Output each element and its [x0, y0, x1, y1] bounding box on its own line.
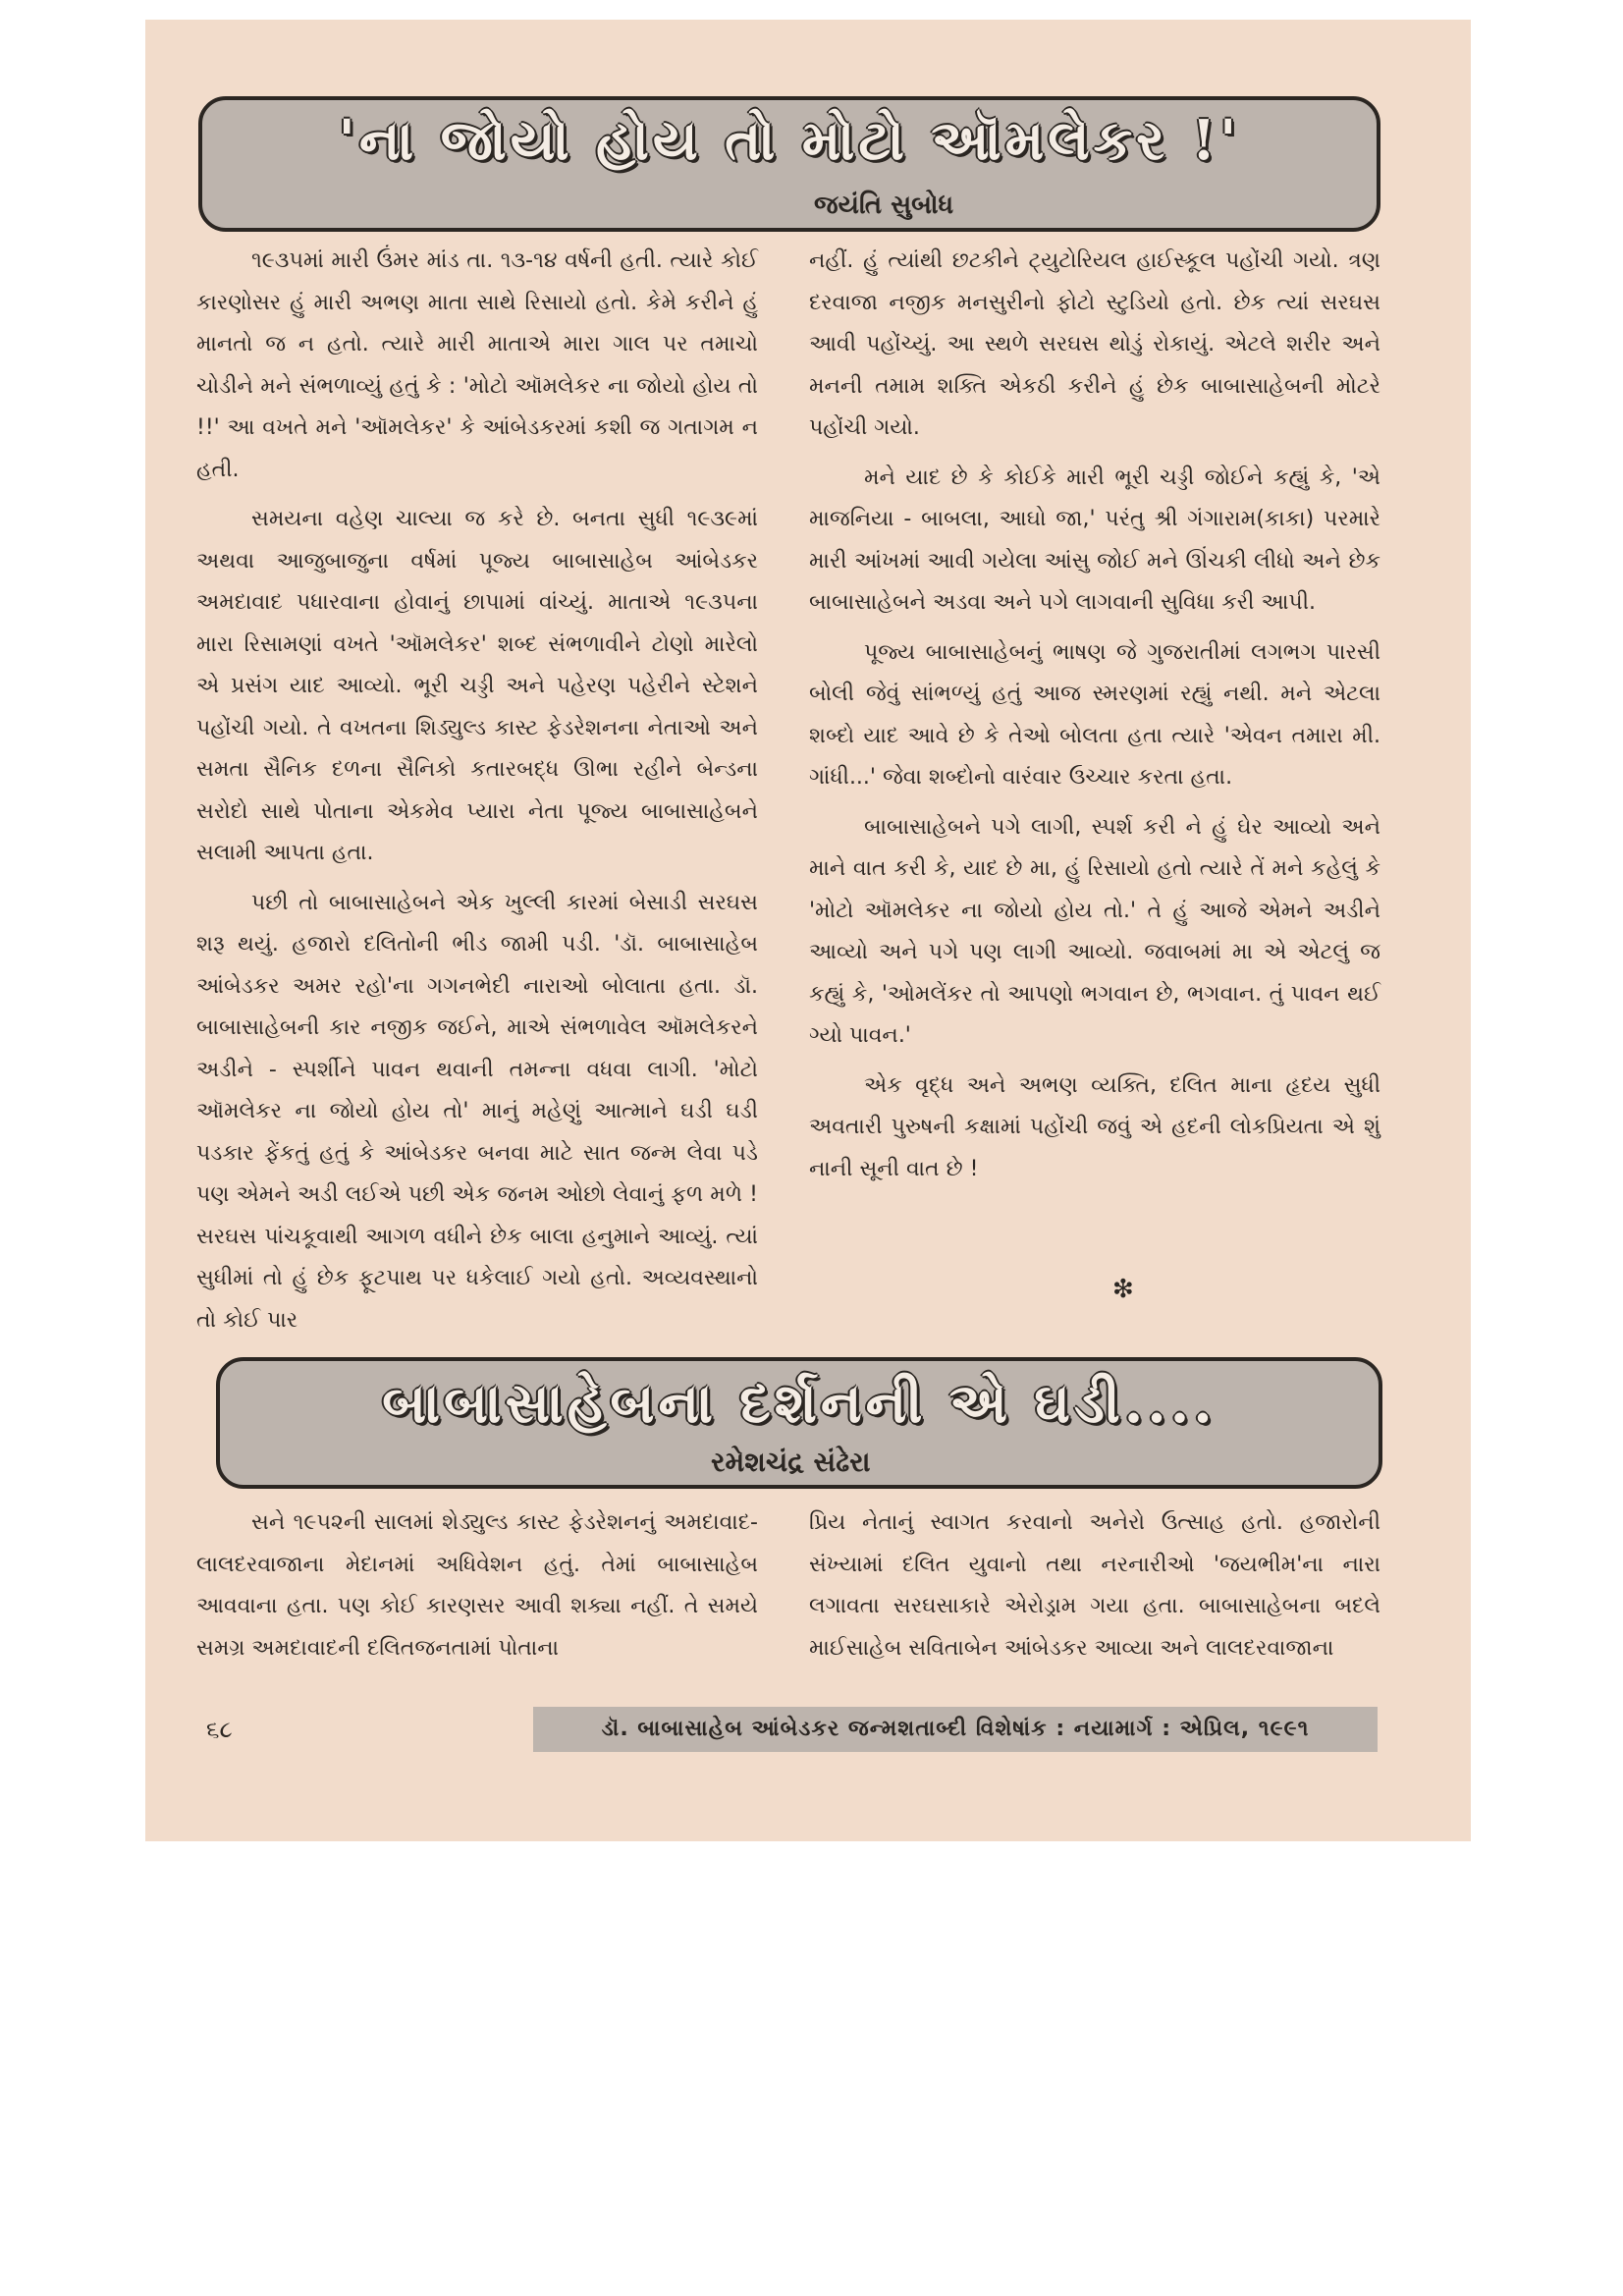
article1-paragraph: બાબાસાહેબને પગે લાગી, સ્પર્શ કરી ને હું ઘેર આવ્યો અને માને વાત કરી કે, યાદ છે મા, હું રિસાયો હતો ત્યારે તેં મને કહેલું કે 'મોટો ઑમલેકર ના જોયો હોય તો.' તે હું આજે એમને અડીને આવ્યો અને પગે પણ લાગી આવ્યો. જવાબમાં મા એ એટલું જ કહ્યું કે, 'ઓમલેંકર તો આપણો ભગવાન છે, ભગવાન. તું પાવન થઈ ગ્યો પાવન.' — [809, 814, 1380, 1048]
article2-left-column — [196, 1503, 758, 1677]
article1-paragraph: પૂજ્ય બાબાસાહેબનું ભાષણ જે ગુજરાતીમાં લગભગ પારસી બોલી જેવું સાંભળ્યું હતું આજ સ્મરણમાં રહ્યું નથી. મને એટલા શબ્દો યાદ આવે છે કે તેઓ બોલતા હતા ત્યારે 'એવન તમારા મી. ગાંધી...' જેવા શબ્દોનો વારંવાર ઉચ્ચાર કરતા હતા. — [809, 639, 1380, 790]
end-mark-icon: ❇ — [1112, 1275, 1134, 1304]
article2-paragraph: સને ૧૯૫૨ની સાલમાં શેડ્યુલ્ડ કાસ્ટ ફેડરેશનનું અમદાવાદ-લાલદરવાજાના મેદાનમાં અધિવેશન હતું. તેમાં બાબાસાહેબ આવવાના હતા. પણ કોઈ કારણસર આવી શક્યા નહીં. તે સમયે સમગ્ર અમદાવાદની દલિતજનતામાં પોતાના — [196, 1510, 758, 1661]
article1-title-box — [198, 96, 1380, 232]
page-number: ૬૮ — [206, 1716, 233, 1743]
article1-paragraph: ૧૯૩૫માં મારી ઉંમર માંડ તા. ૧૩-૧૪ વર્ષની હતી. ત્યારે કોઈ કારણોસર હું મારી અભણ માતા સાથે રિસાયો હતો. કેમે કરીને હું માનતો જ ન હતો. ત્યારે મારી માતાએ મારા ગાલ પર તમાચો ચોડીને મને સંભળાવ્યું હતું કે : 'મોટો ઑમલેકર ના જોયો હોય તો !!' આ વખતે મને 'ઑમલેકર' કે આંબેડકરમાં કશી જ ગતાગમ ન હતી. — [196, 248, 758, 482]
article1-paragraph: મને યાદ છે કે કોઈકે મારી ભૂરી ચડ્ડી જોઈને કહ્યું કે, 'એ માજનિયા - બાબલા, આઘો જા,' પરંતુ શ્રી ગંગારામ(કાકા) પરમારે મારી આંખમાં આવી ગયેલા આંસુ જોઈ મને ઊંચકી લીધો અને છેક બાબાસાહેબને અડવા અને પગે લાગવાની સુવિધા કરી આપી. — [809, 465, 1380, 615]
article2-title: બાબાસાહેબના દર્શનની એ ઘડી.... — [382, 1371, 1217, 1436]
article1-paragraph: પછી તો બાબાસાહેબને એક ખુલ્લી કારમાં બેસાડી સરઘસ શરૂ થયું. હજારો દલિતોની ભીડ જામી પડી. 'ડૉ. બાબાસાહેબ આંબેડકર અમર રહો'ના ગગનભેદી નારાઓ બોલાતા હતા. ડૉ. બાબાસાહેબની કાર નજીક જઈને, માએ સંભળાવેલ ઑમલેકરને અડીને - સ્પર્શીને પાવન થવાની તમન્ના વધવા લાગી. 'મોટો ઑમલેકર ના જોયો હોય તો' માનું મહેણું આત્માને ઘડી ઘડી પડકાર ફેંકતું હતું કે આંબેડકર બનવા માટે સાત જન્મ લેવા પડે પણ એમને અડી લઈએ પછી એક જનમ ઓછો લેવાનું ફળ મળે ! સરઘસ પાંચકૂવાથી આગળ વધીને છેક બાલા હનુમાને આવ્યું. ત્યાં સુધીમાં તો હું છેક ફૂટપાથ પર ધકેલાઈ ગયો હતો. અવ્યવસ્થાનો તો કોઈ પાર — [196, 890, 758, 1333]
article1-paragraph: એક વૃદ્ધ અને અભણ વ્યક્તિ, દલિત માના હૃદય સુધી અવતારી પુરુષની કક્ષામાં પહોંચી જવું એ હદની લોકપ્રિયતા એ શું નાની સૂની વાત છે ! — [809, 1072, 1380, 1181]
article2-title-box — [216, 1357, 1382, 1489]
article2-paragraph: પ્રિય નેતાનું સ્વાગત કરવાનો અનેરો ઉત્સાહ હતો. હજારોની સંખ્યામાં દલિત યુવાનો તથા નરનારીઓ 'જયભીમ'ના નારા લગાવતા સરઘસાકારે એરોડ્રામ ગયા હતા. બાબાસાહેબના બદલે માઈસાહેબ સવિતાબેન આંબેડકર આવ્યા અને લાલદરવાજાના — [809, 1510, 1380, 1661]
article1-paragraph: નહીં. હું ત્યાંથી છટકીને ટ્યુટોરિયલ હાઈસ્કૂલ પહોંચી ગયો. ત્રણ દરવાજા નજીક મનસુરીનો ફોટો સ્ટુડિયો હતો. છેક ત્યાં સરઘસ આવી પહોંચ્યું. આ સ્થળે સરઘસ થોડું રોકાયું. એટલે શરીર અને મનની તમામ શક્તિ એકઠી કરીને હું છેક બાબાસાહેબની મોટરે પહોંચી ગયો. — [809, 248, 1380, 440]
article2-byline: રમેશચંદ્ર સંઢેરા — [711, 1446, 871, 1478]
footer-issue-title: ડૉ. બાબાસાહેબ આંબેડકર જન્મશતાબ્દી વિશેષાંક : નયામાર્ગ : એપ્રિલ, ૧૯૯૧ — [533, 1707, 1378, 1752]
article2-right-column — [809, 1503, 1380, 1677]
magazine-page — [145, 20, 1471, 1841]
article1-title: 'ના જોયો હોય તો મોટો ઑમલેકર !' — [338, 108, 1241, 173]
article1-paragraph: સમયના વહેણ ચાલ્યા જ કરે છે. બનતા સુધી ૧૯૩૯માં અથવા આજુબાજુના વર્ષમાં પૂજ્ય બાબાસાહેબ આંબેડકર અમદાવાદ પધારવાના હોવાનું છાપામાં વાંચ્યું. માતાએ ૧૯૩૫ના મારા રિસામણાં વખતે 'ઑમલેકર' શબ્દ સંભળાવીને ટોણો મારેલો એ પ્રસંગ યાદ આવ્યો. ભૂરી ચડ્ડી અને પહેરણ પહેરીને સ્ટેશને પહોંચી ગયો. તે વખતના શિડ્યુલ્ડ કાસ્ટ ફેડરેશનના નેતાઓ અને સમતા સૈનિક દળના સૈનિકો કતારબદ્ધ ઊભા રહીને બેન્ડના સરોદો સાથે પોતાના એકમેવ પ્યારા નેતા પૂજ્ય બાબાસાહેબને સલામી આપતા હતા. — [196, 507, 758, 865]
article1-byline: જયંતિ સુબોધ — [814, 191, 954, 220]
article1-left-column — [196, 241, 758, 1349]
article1-right-column — [809, 241, 1380, 1198]
